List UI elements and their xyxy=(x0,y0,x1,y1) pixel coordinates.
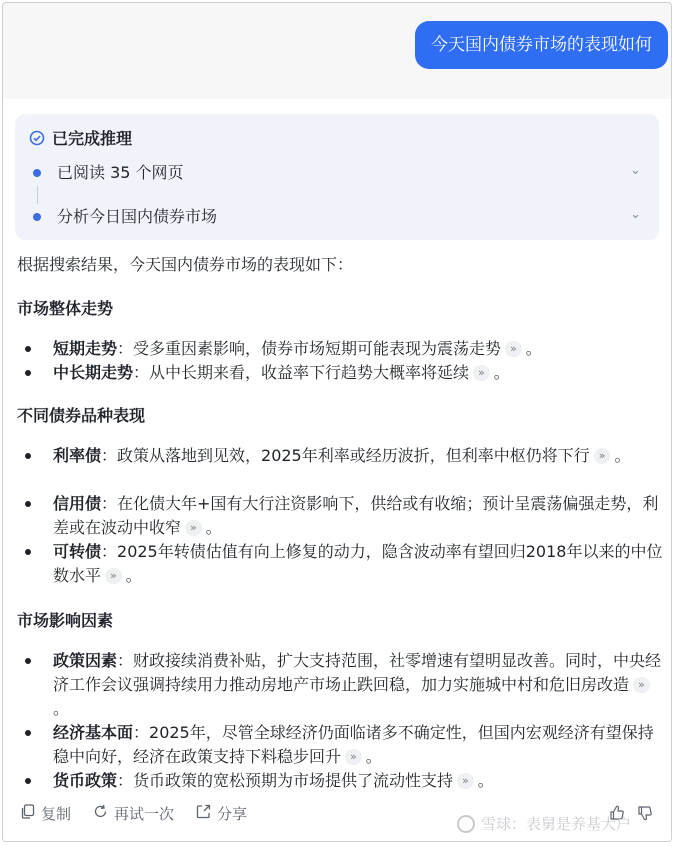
end-punct: 。 xyxy=(125,566,142,585)
watermark-text: 雪球：表舅是养基大户 xyxy=(480,815,631,833)
user-message-text: 今天国内债券市场的表现如何 xyxy=(431,35,652,55)
bullet-icon xyxy=(25,549,31,555)
list-item xyxy=(53,721,663,769)
bullet-icon xyxy=(25,346,31,352)
item-term: 政策因素 xyxy=(53,651,118,670)
item-term: 利率债 xyxy=(53,446,102,465)
refresh-icon xyxy=(93,804,108,823)
section-heading: 市场整体走势 xyxy=(17,299,114,318)
citation-icon[interactable]: » xyxy=(473,365,490,381)
section-heading: 市场影响因素 xyxy=(17,611,114,630)
user-message-bubble xyxy=(415,21,668,69)
step-dot-icon xyxy=(33,169,41,177)
citation-icon[interactable]: » xyxy=(633,677,650,693)
thumbs-down-icon[interactable] xyxy=(637,805,653,825)
end-punct: 。 xyxy=(365,747,382,766)
item-text: ：受多重因素影响，债券市场短期可能表现为震荡走势 xyxy=(117,339,502,358)
item-text: ：在化债大年+国有大行注资影响下，供给或有收缩；预计呈震荡偏强走势，利差或在波动中收窄 xyxy=(53,494,659,537)
list-item xyxy=(53,337,663,361)
answer-intro: 根据搜索结果，今天国内债券市场的表现如下： xyxy=(17,255,354,274)
bullet-icon xyxy=(25,453,31,459)
chevron-down-icon[interactable]: ⌄ xyxy=(630,207,641,222)
end-punct: 。 xyxy=(614,446,631,465)
section-heading: 不同债券品种表现 xyxy=(17,406,146,425)
bullet-icon xyxy=(25,501,31,507)
reasoning-title: 已完成推理 xyxy=(52,129,133,148)
item-text: ：从中长期来看，收益率下行趋势大概率将延续 xyxy=(133,363,470,382)
item-term: 货币政策 xyxy=(53,771,118,790)
list-item xyxy=(53,769,663,793)
message-actions xyxy=(21,803,247,824)
retry-label: 再试一次 xyxy=(114,805,175,823)
item-term: 中长期走势 xyxy=(53,363,134,382)
citation-icon[interactable]: » xyxy=(457,773,474,789)
bullet-icon xyxy=(25,730,31,736)
end-punct: 。 xyxy=(53,699,70,718)
item-text: ：财政接续消费补贴，扩大支持范围，社零增速有望明显改善。同时，中央经济工作会议强调持续用力推动房地产市场止跌回稳，加力实施城中村和危旧房改造 xyxy=(53,651,662,694)
copy-button[interactable] xyxy=(21,803,71,824)
retry-button[interactable] xyxy=(93,803,174,824)
list-item xyxy=(53,649,663,721)
chat-window xyxy=(2,2,672,842)
end-punct: 。 xyxy=(205,518,222,537)
reasoning-step-analyze[interactable] xyxy=(15,205,659,229)
step-label: 已阅读 35 个网页 xyxy=(57,163,184,182)
step-label: 分析今日国内债券市场 xyxy=(57,207,218,226)
watermark xyxy=(457,813,631,834)
item-term: 经济基本面 xyxy=(53,723,134,742)
citation-icon[interactable]: » xyxy=(185,520,202,536)
share-icon xyxy=(196,804,211,823)
end-punct: 。 xyxy=(525,339,542,358)
reasoning-panel[interactable] xyxy=(15,114,659,240)
item-text: ：2025年转债估值有向上修复的动力，隐含波动率有望回归2018年以来的中位数水平 xyxy=(53,542,663,585)
copy-label: 复制 xyxy=(41,805,72,823)
item-term: 可转债 xyxy=(53,542,102,561)
list-item xyxy=(53,540,663,588)
end-punct: 。 xyxy=(493,363,510,382)
step-connector xyxy=(37,186,38,204)
citation-icon[interactable]: » xyxy=(345,749,362,765)
snowball-logo-icon xyxy=(457,815,475,833)
copy-icon xyxy=(21,804,35,823)
item-term: 信用债 xyxy=(53,494,102,513)
share-label: 分享 xyxy=(217,805,248,823)
item-text: ：货币政策的宽松预期为市场提供了流动性支持 xyxy=(117,771,454,790)
reasoning-step-read[interactable] xyxy=(15,161,659,185)
list-item xyxy=(53,361,663,385)
bullet-icon xyxy=(25,658,31,664)
item-text: ：2025年，尽管全球经济仍面临诸多不确定性，但国内宏观经济有望保持稳中向好，经济在政策支持下料稳步回升 xyxy=(53,723,654,766)
item-term: 短期走势 xyxy=(53,339,118,358)
citation-icon[interactable]: » xyxy=(505,341,522,357)
bullet-icon xyxy=(25,778,31,784)
bullet-icon xyxy=(25,370,31,376)
list-item xyxy=(53,492,663,540)
list-item xyxy=(53,444,663,468)
step-dot-icon xyxy=(33,213,41,221)
citation-icon[interactable]: » xyxy=(105,568,122,584)
check-circle-icon xyxy=(29,130,45,146)
item-text: ：政策从落地到见效，2025年利率或经历波折，但利率中枢仍将下行 xyxy=(101,446,590,465)
end-punct: 。 xyxy=(477,771,494,790)
chevron-down-icon[interactable]: ⌄ xyxy=(630,163,641,178)
citation-icon[interactable]: » xyxy=(594,448,611,464)
reasoning-header[interactable] xyxy=(29,126,132,149)
share-button[interactable] xyxy=(196,803,247,824)
